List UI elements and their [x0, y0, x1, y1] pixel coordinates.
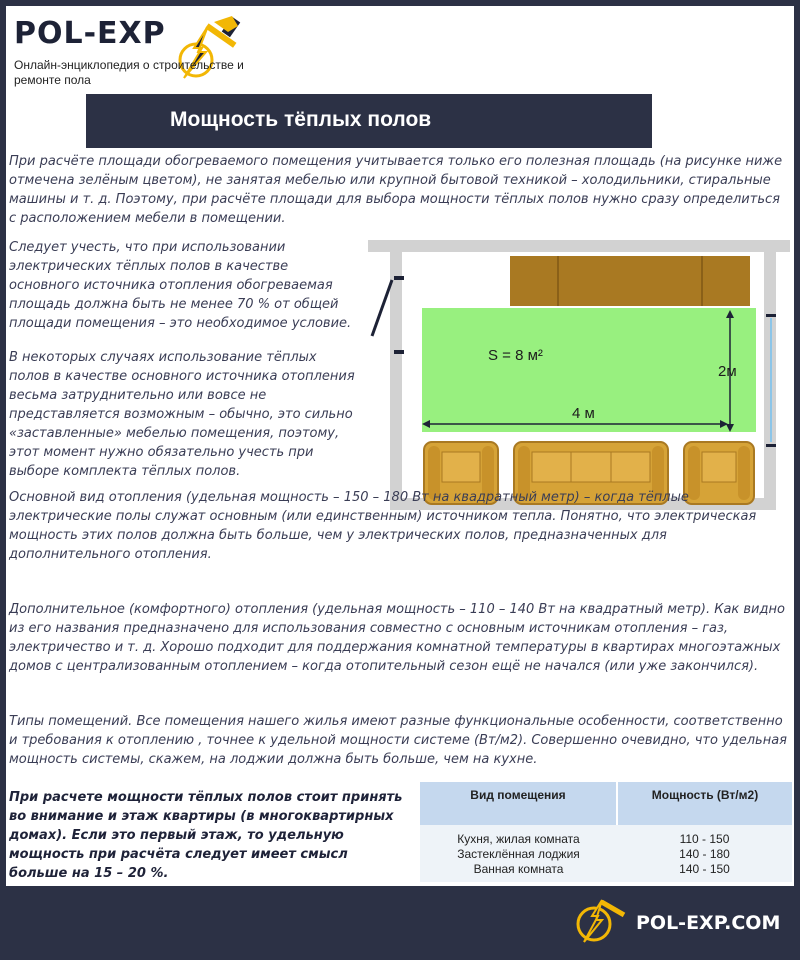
- brand-tagline: Онлайн-энциклопедия о строительстве и ремонте пола: [14, 58, 244, 87]
- table-cell: Ванная комната: [420, 861, 617, 882]
- table-cell: 140 - 150: [617, 861, 792, 882]
- table-header-room: Вид помещения: [420, 782, 617, 825]
- power-table: [420, 782, 792, 882]
- cabinet: [510, 256, 750, 306]
- table-header-row: [420, 782, 792, 825]
- table-cell: Застеклённая лоджия: [420, 846, 617, 861]
- table-cell: 110 - 150: [617, 825, 792, 846]
- brand-header: [6, 6, 254, 96]
- door-line: [372, 280, 392, 336]
- room-diagram: [368, 236, 792, 516]
- room-types-paragraph: Типы помещений. Все помещения нашего жилья имеют разные функциональные особенности, соответственно и требования к отоплению , точнее к удельной мощности системе (Вт/м2). Совершенно очевидно, что удельная мощность системы, скажем, на лоджии должна быть больше, чем на кухне.: [9, 714, 787, 767]
- table-row: [420, 861, 792, 882]
- left-wall: [390, 252, 402, 510]
- table-row: [420, 825, 792, 846]
- footer-logo-icon: [572, 898, 632, 946]
- intro-paragraph: При расчёте площади обогреваемого помещения учитывается только его полезная площадь (на рисунке ниже отмечена зелёным цветом), не занятая мебелью или крупной бытовой техникой – холодильники, стиральные машины и т. д. Поэтому, при расчёте площади для выбора мощности тёплых полов нужно сразу определиться с расположением мебели в помещении.: [9, 154, 783, 226]
- top-wall: [368, 240, 790, 252]
- brand-name: POL-EXP: [14, 16, 166, 51]
- table-header-power: Мощность (Вт/м2): [617, 782, 792, 825]
- furniture-paragraph: В некоторых случаях использование тёплых полов в качестве основного источника отопления весьма затруднительно или вовсе не представляется возможным – обычно, это сильно «заставленные» мебелью помещения, поэтому, этот момент нужно обязательно учесть при выборе комплекта тёплых полов.: [9, 350, 355, 479]
- page-title: Мощность тёплых полов: [170, 108, 432, 131]
- title-bar: [86, 94, 652, 148]
- floor-note-paragraph: При расчете мощности тёплых полов стоит принять во внимание и этаж квартиры (в многоквартирных домах). Если это первый этаж, то удельную мощность при расчёта следует имеет смысл больше на 15 – 20 %.: [9, 790, 403, 881]
- condition-paragraph: Следует учесть, что при использовании электрических тёплых полов в качестве основного источника отопления обогреваемая площадь должна быть не менее 70 % от общей площади помещения – это необходимое условие.: [9, 240, 352, 331]
- main-heating-paragraph: Основной вид отопления (удельная мощность – 150 – 180 Вт на квадратный метр) – когда тёплые электрические полы служат основным (или единственным) источником тепла. Понятно, что электрическая мощность этих полов должна быть больше, чем у электрических полов, предназначенных для дополнительного отопления.: [9, 490, 757, 562]
- footer-site-name: POL-EXP.COM: [636, 912, 781, 934]
- width-label: 4 м: [572, 405, 595, 422]
- comfort-heating-paragraph: Дополнительное (комфортного) отопления (удельная мощность – 110 – 140 Вт на квадратный метр). Как видно из его названия предназначено для использования совместно с основным источникам отопления – газ, электричество и т. д. Хорошо подходит для поддержания комнатной температуры в квартирах многоэтажных домов с централизованным отоплением – когда отопительный сезон ещё не начался (или уже закончился).: [9, 602, 785, 674]
- height-label: 2м: [718, 363, 737, 380]
- area-label: S = 8 м²: [488, 347, 543, 364]
- table-row: [420, 846, 792, 861]
- infographic-page: [6, 6, 794, 886]
- table-cell: Кухня, жилая комната: [420, 825, 617, 846]
- table-cell: 140 - 180: [617, 846, 792, 861]
